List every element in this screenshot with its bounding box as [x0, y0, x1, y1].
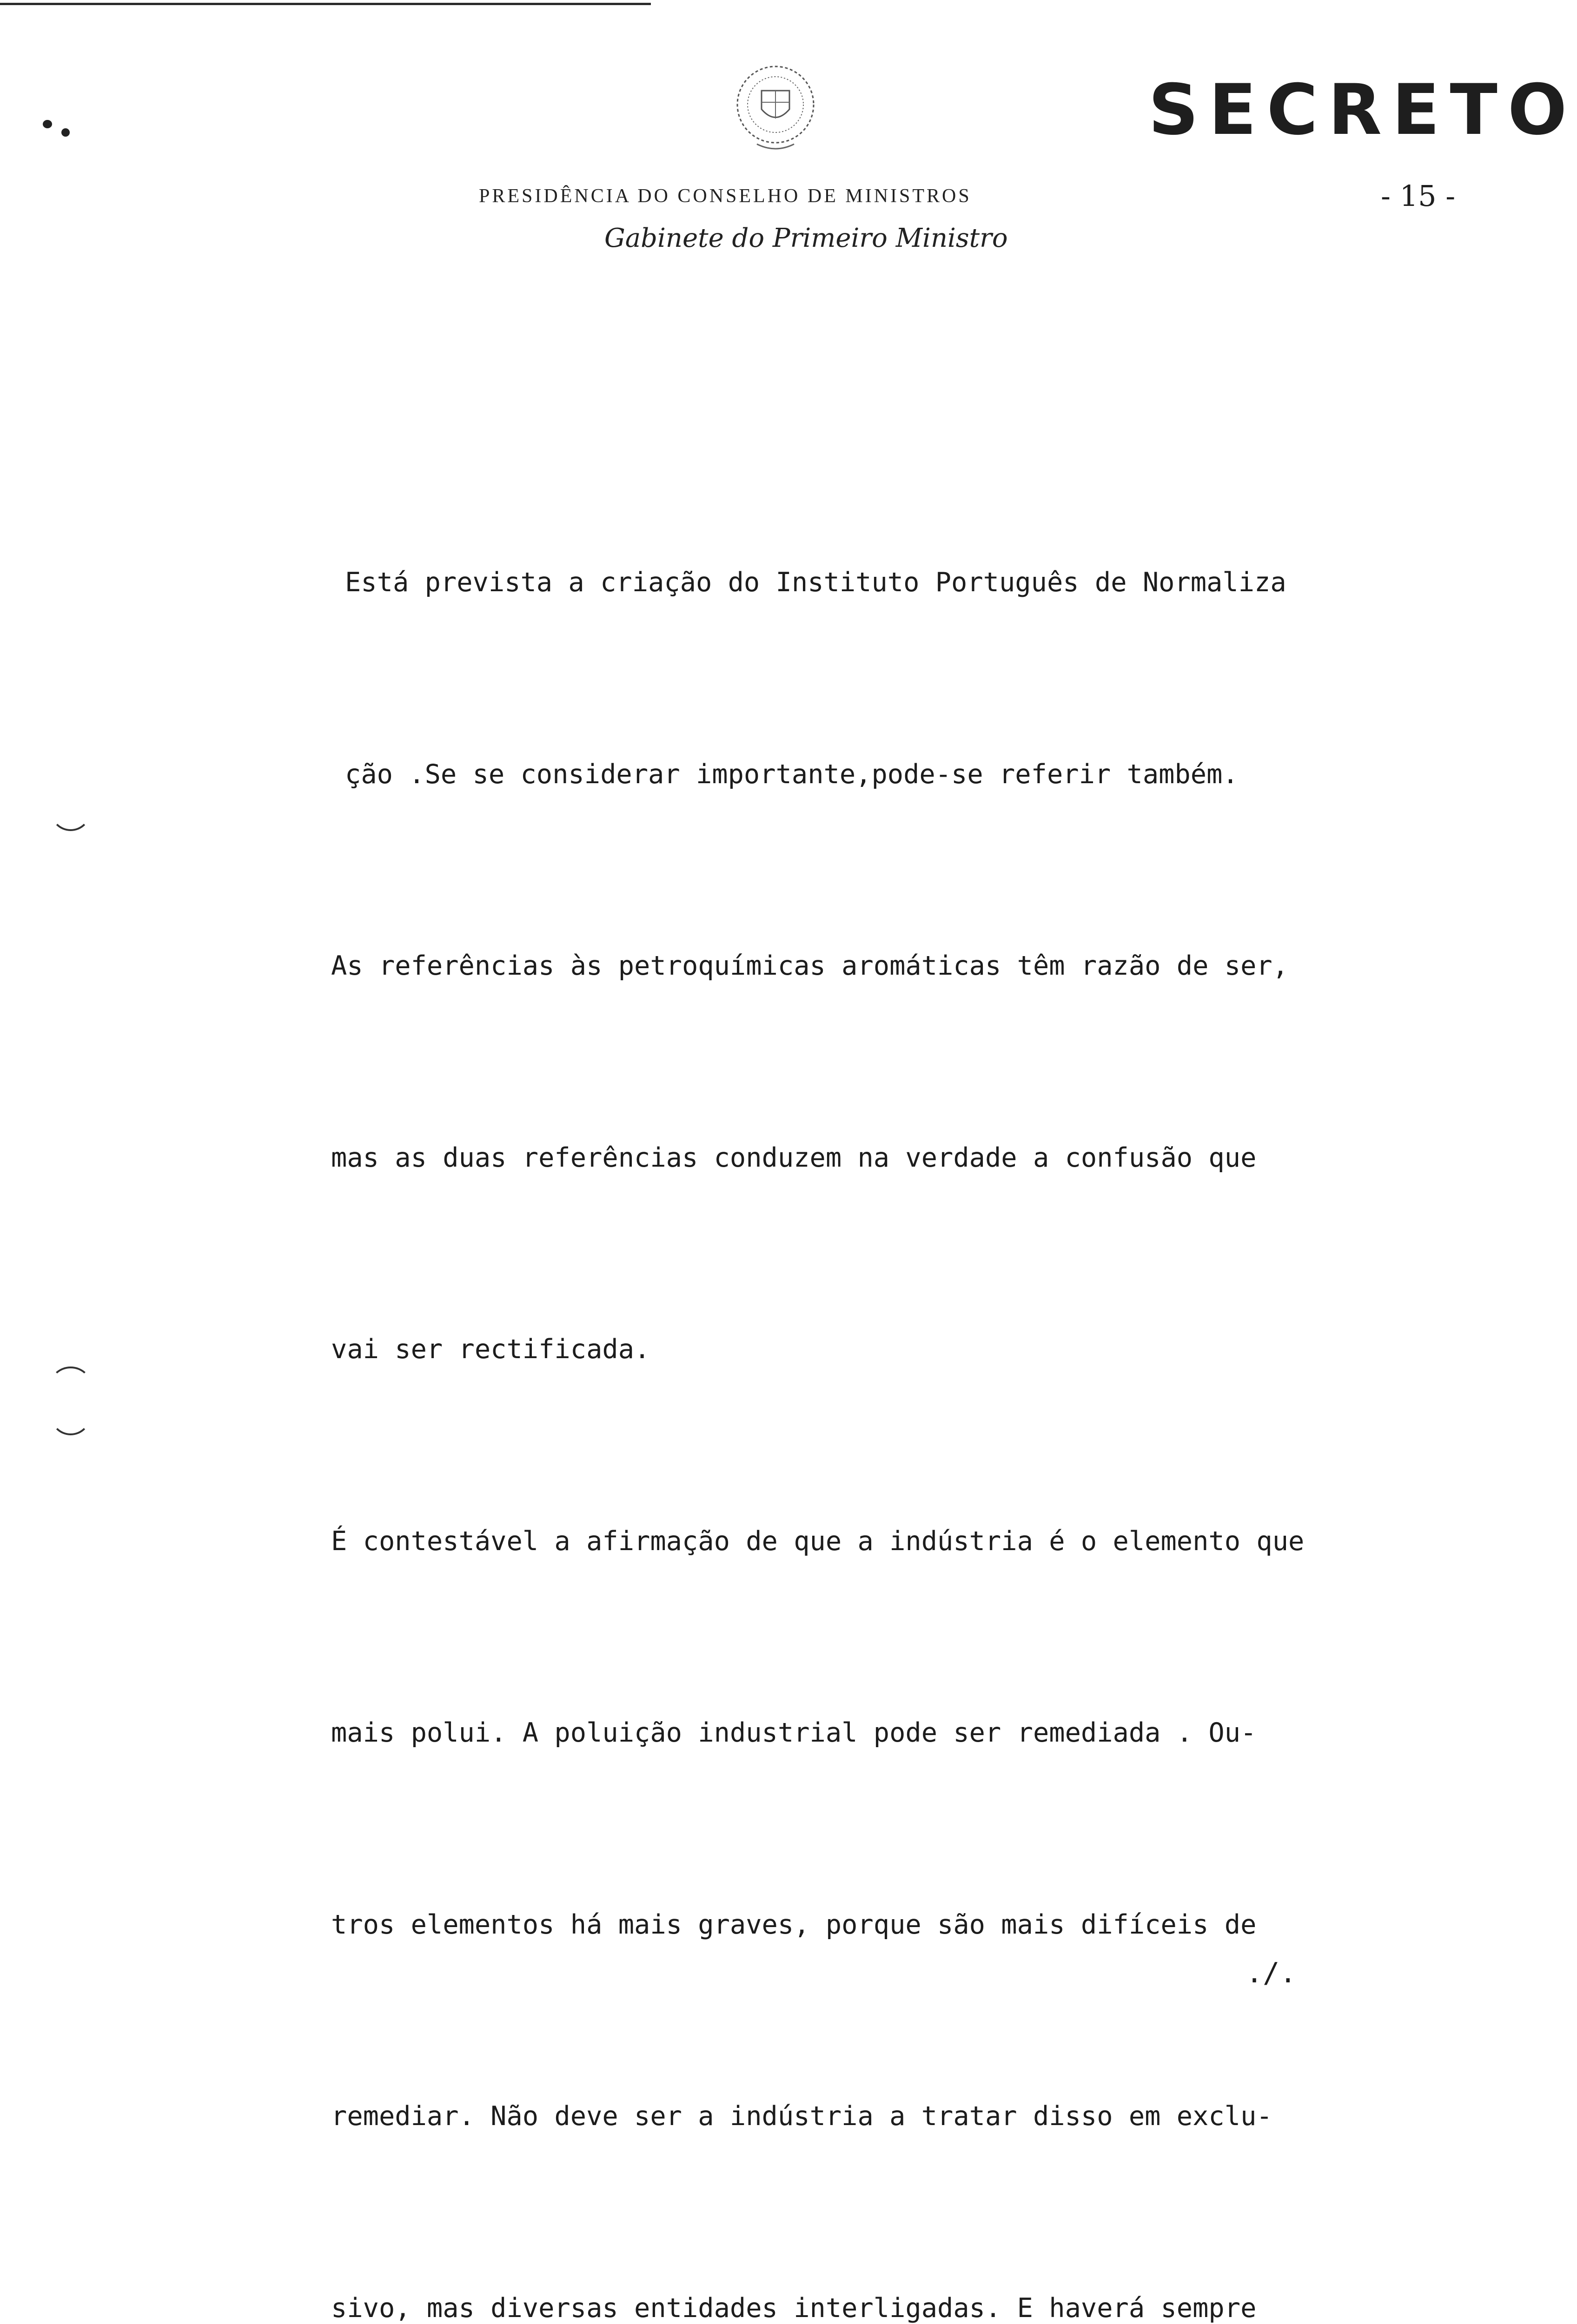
body-line: sivo, mas diversas entidades interligadas. E haverá sempre: [331, 2277, 1391, 2324]
document-body: [331, 423, 1391, 2324]
body-line: É contestável a afirmação de que a indústria é o elemento que: [331, 1510, 1391, 1574]
continuation-mark: ./.: [1246, 1957, 1296, 1989]
body-line: remediar. Não deve ser a indústria a tratar disso em exclu-: [331, 2085, 1391, 2149]
page-number: - 15 -: [1381, 179, 1455, 213]
body-line: vai ser rectificada.: [331, 1318, 1391, 1382]
letterhead-office: Gabinete do Primeiro Ministro: [604, 223, 1008, 253]
classification-stamp: SECRETO: [1148, 70, 1577, 151]
letterhead-institution: PRESIDÊNCIA DO CONSELHO DE MINISTROS: [479, 185, 972, 207]
top-rule: [0, 3, 651, 5]
margin-dot: [61, 128, 70, 137]
margin-dot: [43, 120, 52, 128]
body-line: As referências às petroquímicas aromáticas têm razão de ser,: [331, 934, 1391, 998]
body-line: mais polui. A poluição industrial pode ser remediada . Ou-: [331, 1701, 1391, 1765]
margin-bracket: [50, 790, 91, 831]
body-line: tros elementos há mais graves, porque são mais difíceis de: [331, 1893, 1391, 1957]
body-line: ção .Se se considerar importante,pode-se referir também.: [331, 743, 1391, 807]
coat-of-arms-seal-icon: [729, 58, 822, 160]
body-line: mas as duas referências conduzem na verdade a confusão que: [331, 1126, 1391, 1190]
body-line: Está prevista a criação do Instituto Português de Normaliza: [331, 551, 1391, 615]
margin-bracket: [50, 1394, 91, 1435]
